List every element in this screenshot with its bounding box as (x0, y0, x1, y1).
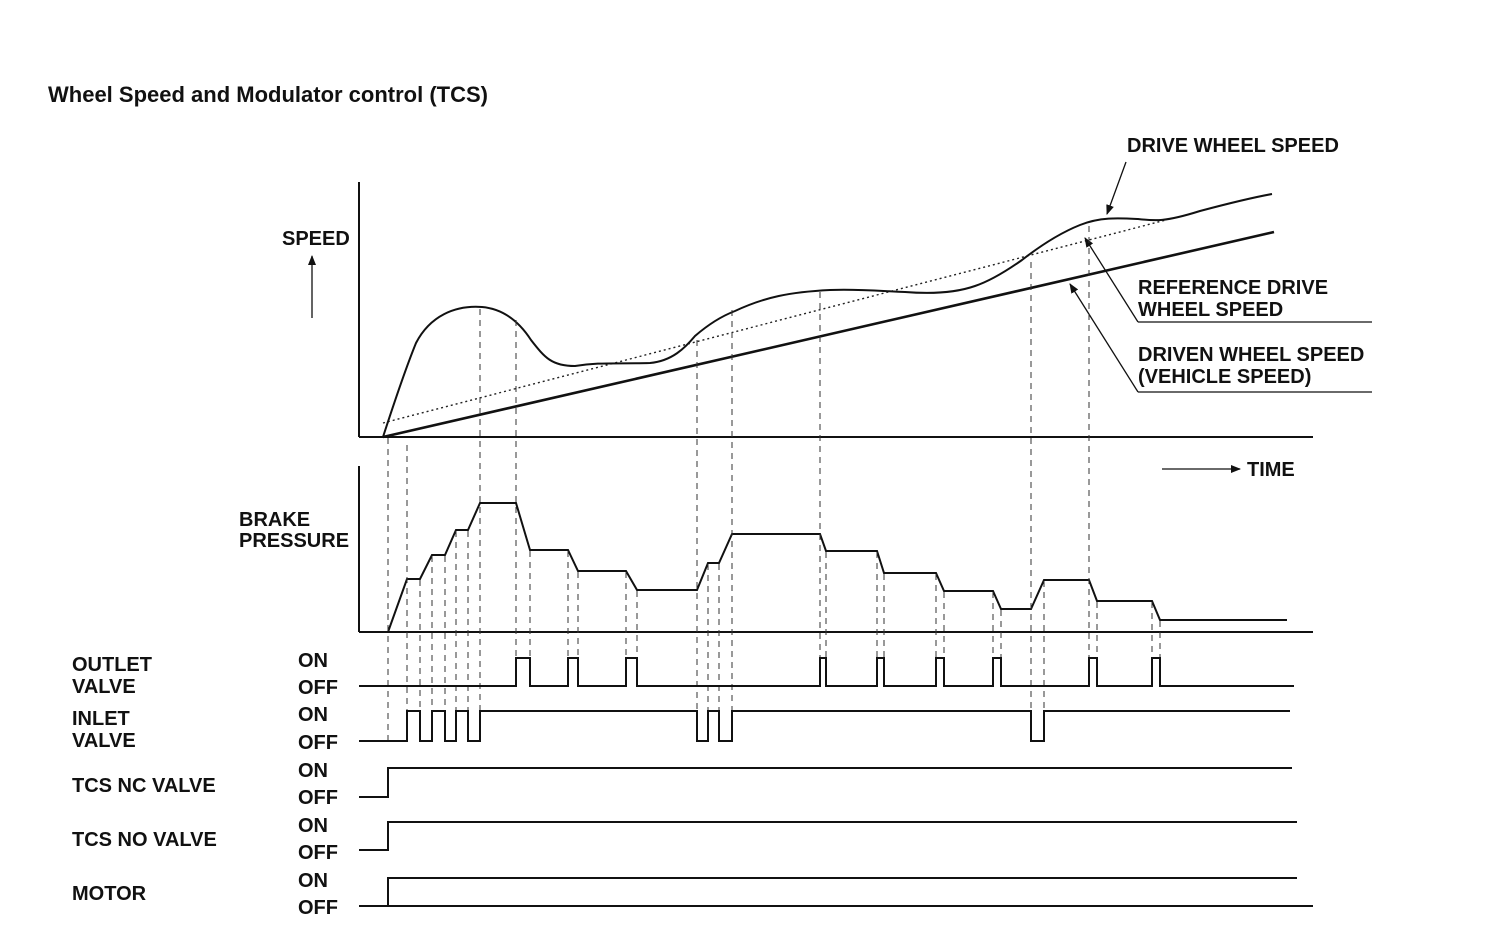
signal-name-line1: MOTOR (72, 883, 147, 905)
tcs-nc-valve-waveform (359, 768, 1292, 797)
signal-name-line2: VALVE (72, 730, 136, 752)
signal-off-label: OFF (298, 732, 338, 754)
brake-pressure-label-line1: BRAKE (239, 509, 311, 531)
signal-off-label: OFF (298, 842, 338, 864)
signal-name-line1: TCS NO VALVE (72, 829, 217, 851)
signal-on-label: ON (298, 650, 328, 672)
timing-guides (388, 226, 1160, 742)
outlet-valve-waveform (359, 658, 1294, 686)
drive-wheel-speed-arrow-icon (1107, 162, 1126, 214)
brake-pressure-label-line2: PRESSURE (239, 530, 350, 552)
speed-axis-label: SPEED (282, 228, 350, 250)
signal-on-label: ON (298, 704, 328, 726)
reference-drive-arrow-icon (1085, 238, 1138, 322)
signal-on-label: ON (298, 760, 328, 782)
signal-tcs-nc-valve (72, 760, 1292, 809)
signal-off-label: OFF (298, 787, 338, 809)
driven-wheel-arrow-icon (1070, 284, 1138, 392)
diagram-title: Wheel Speed and Modulator control (TCS) (48, 82, 488, 107)
inlet-valve-waveform (359, 711, 1290, 741)
reference-drive-wheel-speed-line (383, 220, 1166, 423)
brake-pressure-curve (388, 503, 1287, 632)
signal-off-label: OFF (298, 897, 338, 919)
driven-wheel-label-line2: (VEHICLE SPEED) (1138, 366, 1312, 388)
signal-name-line1: INLET (72, 708, 130, 730)
speed-panel (282, 135, 1372, 481)
signal-name-line1: OUTLET (72, 654, 152, 676)
signal-tcs-no-valve (72, 815, 1297, 864)
driven-wheel-speed-line (383, 232, 1274, 437)
drive-wheel-speed-label: DRIVE WHEEL SPEED (1127, 135, 1339, 157)
signal-on-label: ON (298, 815, 328, 837)
signal-on-label: ON (298, 870, 328, 892)
signal-name-line1: TCS NC VALVE (72, 775, 216, 797)
reference-drive-label-line2: WHEEL SPEED (1138, 299, 1284, 321)
signal-name-line2: VALVE (72, 676, 136, 698)
signal-inlet-valve (72, 704, 1290, 754)
driven-wheel-label-line1: DRIVEN WHEEL SPEED (1138, 344, 1365, 366)
signal-outlet-valve (72, 650, 1294, 699)
reference-drive-label-line1: REFERENCE DRIVE (1138, 277, 1329, 299)
signal-off-label: OFF (298, 677, 338, 699)
signal-motor (72, 870, 1313, 919)
tcs-no-valve-waveform (359, 822, 1297, 850)
motor-waveform (359, 878, 1297, 906)
time-label: TIME (1247, 459, 1295, 481)
